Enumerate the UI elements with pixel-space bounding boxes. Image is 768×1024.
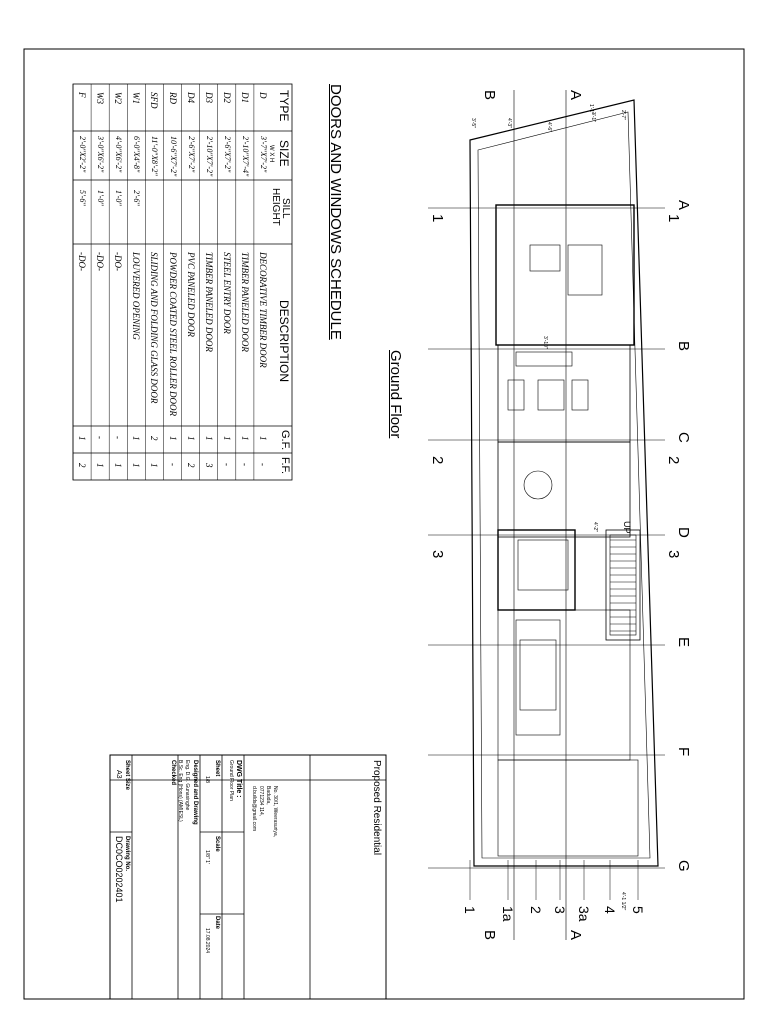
address-line-1: No. 30/1, Weerasuriya,: [272, 786, 278, 838]
checked-label: Checked: [170, 760, 176, 786]
titleblock-frame: [110, 755, 386, 999]
schedule-cell-sill: 5'-6": [78, 190, 88, 206]
schedule-cell-description: STEEL ENTRY DOOR: [221, 252, 232, 334]
schedule-cell-type: SFD: [149, 92, 160, 109]
section-marker-label: B: [481, 930, 498, 941]
dimension-label: 4'-1 1/2": [620, 892, 626, 911]
schedule-cell-size: 6'-0"X4'-8": [132, 136, 142, 173]
schedule-title: DOORS AND WINDOWS SCHEDULE: [327, 84, 344, 340]
schedule-cell-gf: -: [95, 436, 106, 439]
schedule-cell-gf: 2: [149, 436, 160, 441]
schedule-cell-gf: -: [113, 436, 124, 439]
schedule-cell-type: D: [258, 92, 268, 99]
date-value: 17.08.2024: [204, 928, 210, 954]
designed-label: Designed and Drawing: [192, 760, 198, 825]
grid-label-bottom-number: 1: [462, 906, 478, 914]
grid-label-bottom-number: 5: [630, 906, 646, 914]
grid-label-number-right: 1: [665, 214, 682, 223]
schedule-cell-type: D3: [203, 92, 214, 103]
stair-treads: [610, 540, 636, 631]
furniture: [508, 245, 636, 735]
schedule-cell-gf: 1: [185, 436, 196, 441]
schedule-header-size: SIZE: [277, 140, 291, 167]
schedule-cell-type: W1: [131, 92, 142, 104]
grid-label-bottom-number: 3: [552, 906, 568, 914]
schedule-header-size-sub: W X H: [268, 145, 274, 163]
grid-label-letter: G: [675, 860, 692, 872]
schedule-cell-description: TIMBER PANELED DOOR: [239, 252, 250, 352]
schedule-cell-gf: 1: [167, 436, 178, 441]
designer-line-2: B.Sc. Eng (Hons) (AMIESL): [177, 760, 183, 822]
schedule-cell-ff: -: [258, 463, 268, 466]
section-marker-label: A: [567, 930, 584, 941]
drawing-no-value: DC0CO0202401: [114, 836, 124, 903]
section-marker-label: A: [567, 90, 584, 101]
schedule-cell-ff: 1: [95, 463, 106, 468]
schedule-cell-description: PVC PANELED DOOR: [185, 252, 196, 337]
dimension-label: 1'-1": [588, 104, 594, 114]
schedule-cell-size: 3'-7"X7'-2": [259, 136, 268, 173]
schedule-cell-size: 10'-6"X7'-2": [168, 136, 178, 177]
address-line-3: 0771234 114,: [258, 786, 264, 817]
schedule-cell-ff: -: [239, 463, 250, 466]
grid-label-letter: C: [675, 432, 692, 443]
schedule-header-gf: G.F.: [279, 430, 291, 451]
schedule-header-ff: F.F.: [279, 457, 291, 475]
schedule-header-sill-height: HEIGHT: [270, 188, 281, 226]
dwg-title-label: DWG Title :: [235, 760, 242, 798]
designer-line-1: Eng. D.G. Gunasinghe: [184, 760, 190, 811]
schedule-cell-type: F: [77, 92, 88, 98]
schedule-cell-size: 2'-10"X7'-2": [204, 136, 214, 177]
grid-label-bottom-number: 2: [528, 906, 544, 914]
schedule-cell-ff: 2: [77, 463, 88, 468]
schedule-cell-ff: -: [221, 463, 232, 466]
schedule-cell-ff: 1: [113, 463, 124, 468]
grid-label-number-right: 3: [665, 550, 682, 559]
schedule-cell-size: 2'-6"X7'-2": [222, 136, 232, 173]
schedule-cell-description: LOUVERED OPENING: [131, 252, 142, 340]
schedule-header-type: TYPE: [277, 90, 291, 122]
dimension-label: 4'-3": [506, 118, 512, 128]
schedule-cell-size: 11'-0"X8'-2": [150, 136, 160, 176]
section-lines: [514, 90, 566, 940]
dimension-label: 3'-1": [590, 112, 596, 122]
schedule-header-sill: SILL: [280, 198, 291, 219]
schedule-cell-sill: 2'-6": [132, 190, 142, 206]
dimension-label: 3'-5": [470, 118, 476, 128]
schedule-cell-gf: 1: [203, 436, 214, 441]
schedule-cell-type: D4: [185, 92, 196, 103]
schedule-cell-gf: 1: [131, 436, 142, 441]
grid-label-letter: F: [675, 747, 692, 757]
grid-label-bottom-number: 3a: [576, 906, 592, 922]
sheet-value: 1/8: [204, 776, 210, 783]
scale-label: Scale: [214, 836, 220, 852]
schedule-cell-gf: 1: [258, 436, 268, 441]
dimension-label: 4'-2": [592, 522, 598, 532]
schedule-cell-type: RD: [167, 92, 178, 104]
schedule-cell-size: 4'-0"X6'-2": [114, 136, 124, 173]
sheet-size-label: Sheet Size: [124, 760, 130, 791]
schedule-header-description: DESCRIPTION: [277, 300, 291, 383]
section-marker-label: B: [481, 90, 498, 101]
scale-value: 1/8" 1': [204, 850, 210, 864]
sheet-size-value: A3: [115, 770, 122, 779]
stair-up-label: UP: [622, 521, 632, 534]
schedule-cell-type: W2: [113, 92, 124, 104]
schedule-cell-type: W3: [95, 92, 106, 104]
schedule-cell-size: 2'-6"X7'-2": [186, 136, 196, 173]
grid-label-letter: B: [675, 341, 692, 352]
schedule-cell-sill: 1'-0": [114, 190, 124, 206]
schedule-cell-ff: -: [167, 463, 178, 466]
grid-label-letter: A: [675, 200, 692, 211]
grid-label-number-left: 2: [429, 456, 446, 465]
plan-title: Ground Floor: [387, 350, 404, 439]
schedule-cell-gf: 1: [77, 436, 88, 441]
grid-label-number-left: 3: [429, 550, 446, 559]
address-line-4: d.builds@gmail.com: [251, 786, 257, 832]
project-title: Proposed Residential: [371, 760, 382, 856]
schedule-cell-gf: 1: [239, 436, 250, 441]
schedule-cell-ff: 3: [203, 463, 214, 468]
address-line-2: Baduda,: [265, 786, 271, 805]
schedule-cell-description: POWDER COATED STEEL ROLLER DOOR: [167, 252, 178, 416]
dimension-label: 4'-6": [546, 122, 552, 132]
schedule-cell-type: D1: [239, 92, 250, 103]
schedule-cell-size: 2'-0"X2'-2": [78, 136, 88, 173]
date-label: Date: [214, 916, 220, 930]
schedule-cell-description: -DO-: [95, 252, 106, 271]
building-outline: [470, 100, 658, 866]
dimension-label: 2'-7": [620, 110, 626, 120]
grid-label-letter: D: [675, 527, 692, 538]
drawing-no-label: Drawing No.: [124, 836, 130, 872]
dwg-title-value: Ground Floor Plan: [228, 760, 234, 801]
grid-label-number-right: 2: [665, 456, 682, 465]
dimension-label: 3'-10": [542, 336, 548, 349]
schedule-cell-description: DECORATIVE TIMBER DOOR: [258, 252, 268, 368]
schedule-cell-ff: 1: [131, 463, 142, 468]
sheet-label: Sheet: [214, 760, 220, 777]
schedule-cell-type: D2: [221, 92, 232, 103]
schedule-cell-description: -DO-: [113, 252, 124, 271]
schedule-cell-ff: 2: [185, 463, 196, 468]
grid-label-letter: E: [675, 637, 692, 648]
schedule-cell-size: 2'-10"X7'-4": [240, 136, 250, 177]
schedule-cell-ff: 1: [149, 463, 160, 468]
schedule-cell-description: TIMBER PANELED DOOR: [203, 252, 214, 352]
schedule-cell-sill: 1'-0": [96, 190, 106, 206]
schedule-cell-gf: 1: [221, 436, 232, 441]
schedule-cell-size: 3'-0"X6'-2": [96, 136, 106, 173]
grid-label-number-left: 1: [429, 214, 446, 223]
grid-label-bottom-number: 1a: [500, 906, 516, 922]
grid-label-bottom-number: 4: [602, 906, 618, 914]
schedule-cell-description: SLIDING AND FOLDING GLASS DOOR: [149, 252, 160, 404]
schedule-cell-description: -DO-: [77, 252, 88, 271]
